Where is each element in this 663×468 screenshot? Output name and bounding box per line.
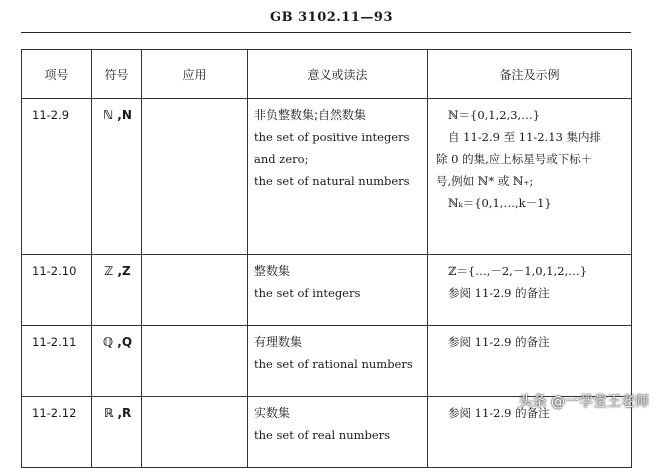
header-rule [21, 32, 631, 33]
meaning-english: the set of positive integers [254, 130, 410, 144]
note-line: 参阅 11-2.9 的备注 [448, 335, 550, 349]
meaning-english: and zero; [254, 152, 309, 166]
note-line: ℕₖ＝{0,1,…,k－1} [448, 196, 552, 210]
meaning-chinese: 整数集 [254, 264, 291, 278]
meaning-english: the set of integers [254, 286, 361, 300]
item-number: 11-2.9 [32, 108, 70, 122]
note-line: ℤ＝{…,－2,－1,0,1,2,…} [448, 264, 588, 278]
note-line: 参阅 11-2.9 的备注 [448, 406, 550, 420]
table-row [22, 326, 632, 397]
watermark: 头条 @一学堂王老师 [518, 394, 649, 410]
item-application [142, 255, 247, 264]
column-header-notes: 备注及示例 [428, 50, 632, 99]
item-number: 11-2.12 [32, 406, 77, 420]
note-line: 自 11-2.9 至 11-2.13 集内排 [448, 130, 602, 144]
meaning-chinese: 实数集 [254, 406, 291, 420]
item-number: 11-2.10 [32, 264, 77, 278]
page-header: GB 3102.11—93 [269, 10, 393, 25]
table-row [22, 255, 632, 326]
item-application [142, 99, 247, 108]
meaning-chinese: 非负整数集;自然数集 [254, 108, 367, 122]
item-symbol: ℤ ,Z [104, 264, 131, 278]
item-number: 11-2.11 [32, 335, 77, 349]
column-header-application: 应用 [142, 50, 248, 99]
note-line: ℕ＝{0,1,2,3,…} [448, 108, 541, 122]
table-row [22, 99, 632, 255]
meaning-english: the set of natural numbers [254, 174, 410, 188]
column-header-number: 项号 [22, 50, 92, 99]
item-symbol: ℕ ,N [103, 108, 132, 122]
note-line: 除 0 的集,应上标星号或下标＋ [436, 152, 593, 166]
item-application [142, 326, 247, 335]
note-line: 号,例如 ℕ* 或 ℕ₊; [436, 174, 534, 188]
meaning-chinese: 有理数集 [254, 335, 303, 349]
note-line: 参阅 11-2.9 的备注 [448, 286, 550, 300]
meaning-english: the set of rational numbers [254, 357, 413, 371]
meaning-english: the set of real numbers [254, 428, 391, 442]
column-header-symbol: 符号 [92, 50, 142, 99]
table-header-row [22, 50, 632, 99]
column-header-meaning: 意义或读法 [248, 50, 428, 99]
item-application [142, 397, 247, 406]
item-symbol: ℝ ,R [103, 406, 132, 420]
item-symbol: ℚ ,Q [102, 335, 133, 349]
